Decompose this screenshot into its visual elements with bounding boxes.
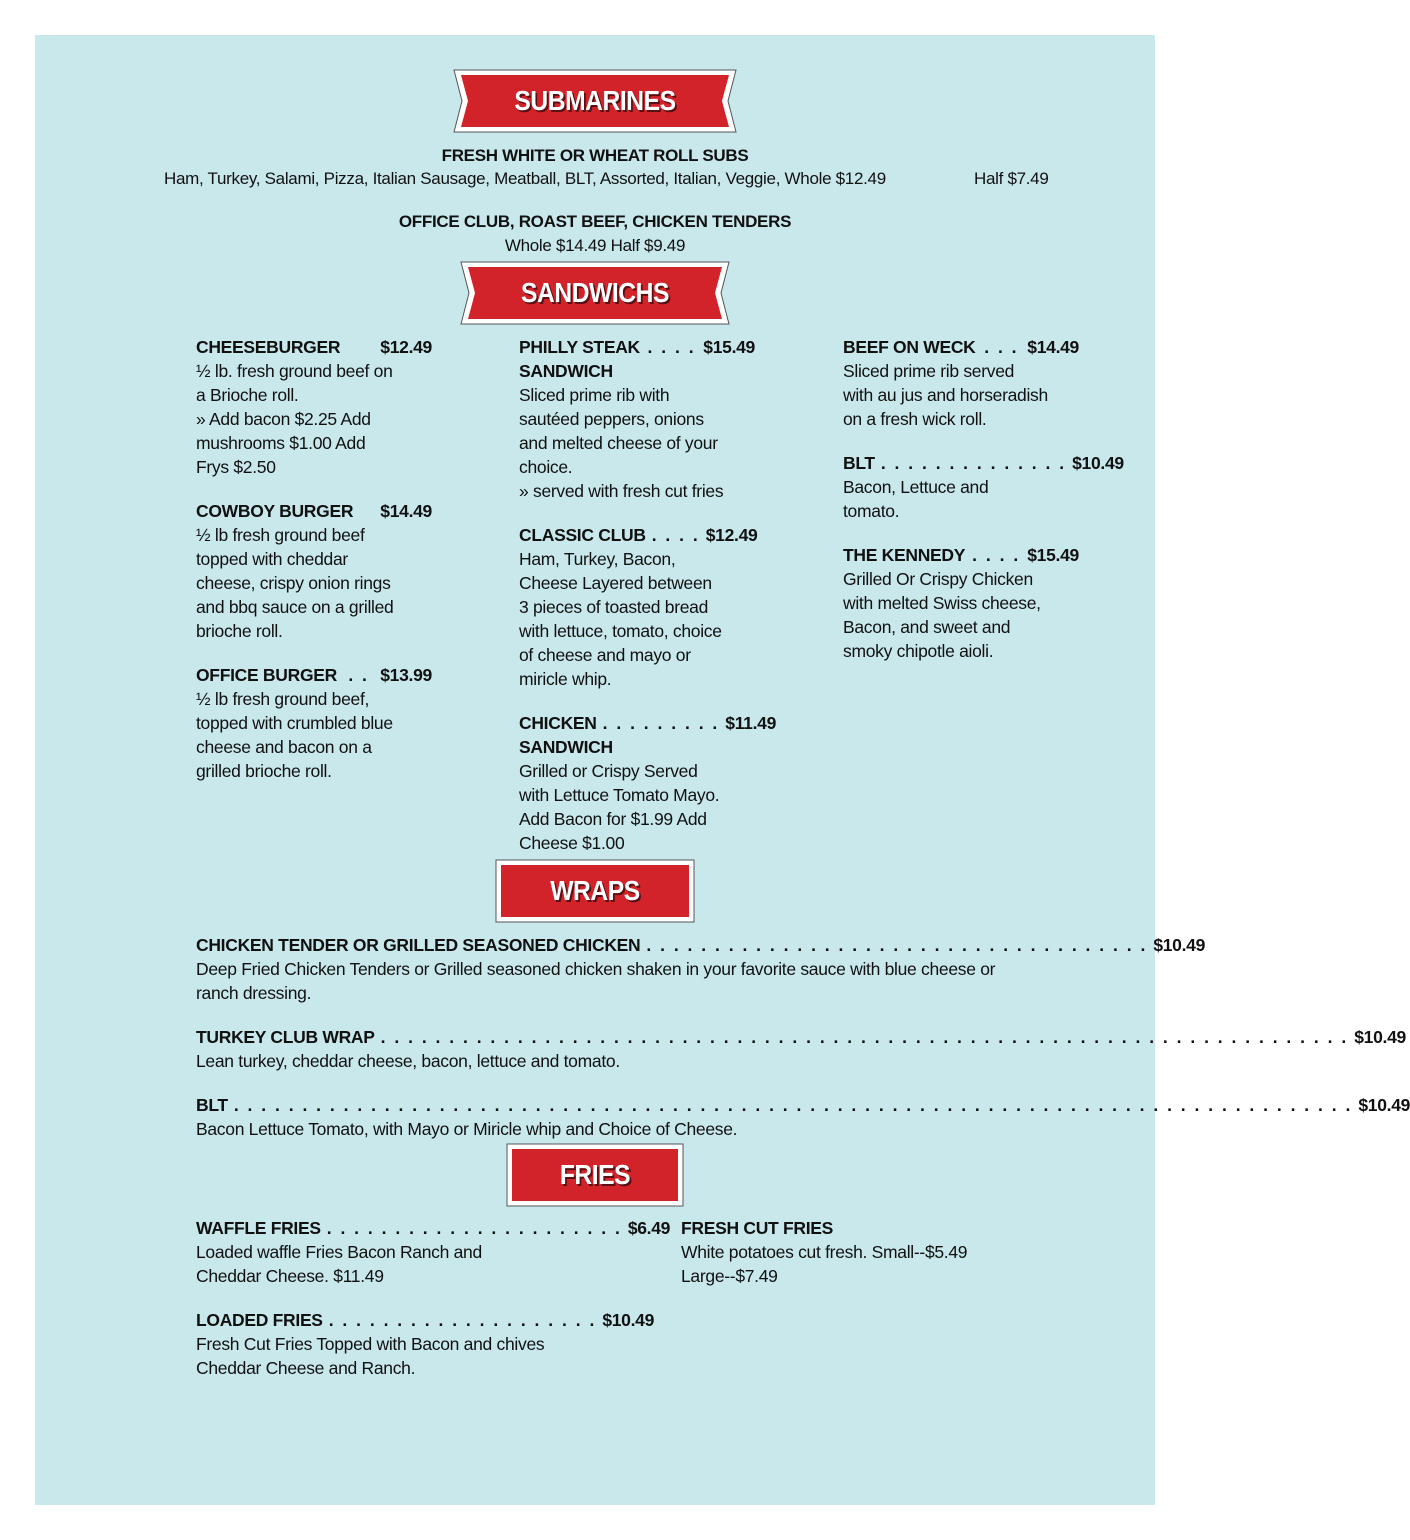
submarines-title: SUBMARINES	[514, 85, 676, 116]
submarines-banner	[453, 69, 737, 133]
item-leader-dots: . . . . . . . . . . . . . . . . . . . . . . . . . . . . . . . . . . . . .	[646, 935, 1148, 955]
subs-line2-price: Whole $14.49 Half $9.49	[504, 236, 686, 255]
item-leader-dots	[359, 499, 374, 523]
item-name: FRESH CUT FRIES	[681, 1218, 834, 1238]
item-name-continued: SANDWICH	[519, 361, 613, 381]
item-price: $10.49	[1153, 935, 1206, 955]
item-leader-dots: . . . . . . . . .	[602, 713, 720, 733]
item-description: Bacon Lettuce Tomato, with Mayo or Miricle whip and Choice of Cheese.	[196, 1119, 738, 1139]
item-price: $13.99	[380, 665, 432, 685]
wraps-banner	[495, 859, 695, 923]
item-description: Deep Fried Chicken Tenders or Grilled seasoned chicken shaken in your favorite sauce with blue cheese or ranch dressing.	[196, 959, 996, 1003]
fries-title: FRIES	[559, 1159, 631, 1190]
menu-item	[196, 335, 432, 479]
menu-item	[196, 663, 432, 783]
item-name: BLT	[843, 453, 875, 473]
subs-line1-half: Half $7.49	[974, 169, 1049, 188]
menu-item	[843, 335, 1079, 431]
item-price: $14.49	[380, 501, 432, 521]
item-name: CHEESEBURGER	[196, 337, 341, 357]
item-description: White potatoes cut fresh. Small--$5.49 Large--$7.49	[681, 1242, 968, 1286]
menu-item	[196, 1216, 671, 1288]
menu-item	[519, 335, 755, 503]
item-leader-dots: . . . . . . . . . . . . . . . . . . . . . . . . . . . . . . . . . . . . . . . . . . . . . . . . . . . . . . . . . . . . . . . . . . . . . . . . . . . . . . . . . .	[233, 1095, 1353, 1115]
item-description: Lean turkey, cheddar cheese, bacon, lettuce and tomato.	[196, 1051, 620, 1071]
subs-line1-desc: Ham, Turkey, Salami, Pizza, Italian Sausage, Meatball, BLT, Assorted, Italian, Veggie, Whole $12.49	[164, 169, 886, 188]
item-description: Grilled or Crispy Served with Lettuce Tomato Mayo. Add Bacon for $1.99 Add Cheese $1.00	[519, 761, 720, 853]
item-description: Bacon, Lettuce and tomato.	[843, 477, 989, 521]
item-price: $12.49	[380, 337, 432, 357]
item-name: PHILLY STEAK	[519, 337, 640, 357]
sandwiches-col1	[196, 335, 432, 803]
item-name: LOADED FRIES	[196, 1310, 323, 1330]
item-price: $14.49	[1027, 337, 1079, 357]
item-description: Sliced prime rib with sautéed peppers, onions and melted cheese of your choice. » served with fresh cut fries	[519, 385, 724, 501]
wraps-list	[196, 933, 1410, 1161]
item-price: $15.49	[1027, 545, 1079, 565]
menu-item	[196, 499, 432, 643]
item-leader-dots: . .	[348, 665, 369, 685]
item-description: Fresh Cut Fries Topped with Bacon and chives Cheddar Cheese and Ranch.	[196, 1334, 545, 1378]
item-name: CHICKEN TENDER OR GRILLED SEASONED CHICKEN	[196, 935, 641, 955]
item-name: TURKEY CLUB WRAP	[196, 1027, 375, 1047]
item-description: Sliced prime rib served with au jus and horseradish on a fresh wick roll.	[843, 361, 1048, 429]
item-leader-dots: . . . .	[972, 545, 1021, 565]
sandwiches-col2	[519, 335, 777, 875]
menu-item	[681, 1216, 1078, 1288]
item-name-continued: SANDWICH	[519, 737, 613, 757]
item-leader-dots	[346, 335, 374, 359]
item-description: Ham, Turkey, Bacon, Cheese Layered between 3 pieces of toasted bread with lettuce, tomato, choice of cheese and mayo or miricle whip.	[519, 549, 722, 689]
item-name: OFFICE BURGER	[196, 665, 337, 685]
menu-item	[196, 1025, 1406, 1073]
item-leader-dots: . . . .	[651, 525, 700, 545]
item-description: ½ lb fresh ground beef topped with cheddar cheese, crispy onion rings and bbq sauce on a grilled brioche roll.	[196, 525, 394, 641]
subs-line2-title: OFFICE CLUB, ROAST BEEF, CHICKEN TENDERS	[398, 212, 792, 231]
item-leader-dots: . . . . . . . . . . . . . .	[880, 453, 1067, 473]
item-name: BEEF ON WECK	[843, 337, 976, 357]
item-leader-dots: . . . . . . . . . . . . . . . . . . . . . .	[326, 1218, 622, 1238]
item-name: COWBOY BURGER	[196, 501, 354, 521]
item-description: ½ lb. fresh ground beef on a Brioche roll. » Add bacon $2.25 Add mushrooms $1.00 Add Frys $2.50	[196, 361, 393, 477]
item-price: $10.49	[1354, 1027, 1406, 1047]
item-description: ½ lb fresh ground beef, topped with crumbled blue cheese and bacon on a grilled brioche roll.	[196, 689, 393, 781]
menu-item	[519, 711, 777, 855]
item-price: $10.49	[602, 1310, 655, 1330]
item-name: BLT	[196, 1095, 228, 1115]
item-price: $12.49	[705, 525, 758, 545]
fries-banner	[506, 1143, 684, 1207]
item-price: $11.49	[725, 713, 777, 733]
item-leader-dots: . . . . . . . . . . . . . . . . . . . .	[328, 1310, 597, 1330]
fries-col1	[196, 1216, 671, 1400]
item-price: $10.49	[1358, 1095, 1410, 1115]
menu-item	[519, 523, 758, 691]
item-leader-dots: . . . . . . . . . . . . . . . . . . . . . . . . . . . . . . . . . . . . . . . . . . . . . . . . . . . . . . . . . . . . . . . . . . . . . . .	[380, 1027, 1349, 1047]
item-name: THE KENNEDY	[843, 545, 966, 565]
item-description: Grilled Or Crispy Chicken with melted Swiss cheese, Bacon, and sweet and smoky chipotle aioli.	[843, 569, 1041, 661]
item-description: Loaded waffle Fries Bacon Ranch and Cheddar Cheese. $11.49	[196, 1242, 482, 1286]
sandwiches-col3	[843, 335, 1124, 683]
item-price: $6.49	[627, 1218, 671, 1238]
item-leader-dots: . . . .	[647, 337, 696, 357]
menu-item	[196, 1093, 1410, 1141]
item-price: $15.49	[703, 337, 755, 357]
menu-item	[196, 1308, 655, 1380]
sandwiches-banner	[460, 261, 730, 325]
fries-col2	[681, 1216, 1078, 1308]
item-name: WAFFLE FRIES	[196, 1218, 321, 1238]
item-name: CLASSIC CLUB	[519, 525, 646, 545]
menu-item	[843, 543, 1079, 663]
subs-line1-title: FRESH WHITE OR WHEAT ROLL SUBS	[441, 146, 749, 165]
item-name: CHICKEN	[519, 713, 597, 733]
sandwiches-title: SANDWICHS	[520, 277, 669, 308]
wraps-title: WRAPS	[550, 875, 640, 906]
menu-item	[843, 451, 1124, 523]
item-price: $10.49	[1072, 453, 1124, 473]
item-leader-dots: . . .	[984, 337, 1019, 357]
menu-item	[196, 933, 1206, 1005]
